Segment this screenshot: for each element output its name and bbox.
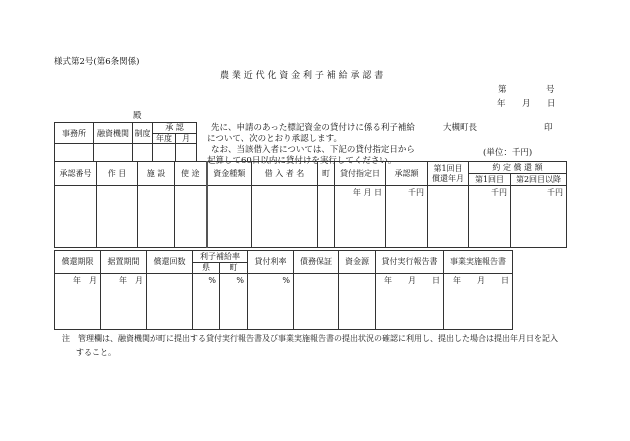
header-office: 事務所 (55, 123, 94, 144)
unit-percent: % (248, 274, 294, 330)
header-scheduled-repayment: 約 定 償 還 額 (469, 162, 567, 174)
unit-thousand-yen: 千円 (511, 186, 567, 248)
form-label: 様式第2号(第6条関係) (54, 57, 140, 67)
main-table (54, 161, 567, 248)
header-crop: 作 目 (97, 162, 138, 186)
header-first-time: 第1回目 (469, 174, 511, 186)
management-table (54, 250, 513, 330)
header-approved-amount: 承認額 (386, 162, 428, 186)
body-line: なお、当該借入者については、下記の貸付指定日から (211, 145, 415, 155)
header-first-repayment (428, 162, 469, 186)
header-purpose: 使 途 (175, 162, 207, 186)
header-system: 制度 (133, 123, 153, 144)
body-line: 先に、申請のあった標記資金の貸付けに係る利子補給 (211, 123, 415, 133)
header-fund-source: 資金源 (339, 251, 376, 274)
unit-ymd: 年 月 日 (335, 186, 386, 248)
unit-percent: % (193, 274, 220, 330)
addressee-suffix: 殿 (133, 111, 142, 121)
header-project-report: 事業実施報告書 (444, 251, 513, 274)
note-line: 注 管理欄は、融資機関が町に提出する貸付実行報告書及び事業実施報告書の提出状況の確認に利用し、提出した場合は提出年月日を記入 (62, 334, 558, 343)
header-fund-type: 資金種類 (207, 162, 252, 186)
header-bank: 融資機関 (94, 123, 133, 144)
header-loan-report: 貸付実行報告書 (376, 251, 444, 274)
header-second-onward: 第2回目以降 (511, 174, 567, 186)
unit-ym: 年 月 (55, 274, 101, 330)
date-day: 日 (547, 99, 556, 109)
unit-ymd: 年 月 日 (376, 274, 444, 330)
unit-label: (単位：千円) (483, 148, 533, 158)
approval-small-table (54, 122, 197, 162)
header-loan-rate: 貸付利率 (248, 251, 294, 274)
header-town: 町 (318, 162, 335, 186)
header-prefecture: 県 (193, 263, 220, 274)
header-month: 月 (176, 134, 197, 144)
unit-percent: % (220, 274, 248, 330)
unit-thousand-yen: 千円 (386, 186, 428, 248)
header-guarantee: 債務保証 (294, 251, 339, 274)
unit-ymd: 年 月 日 (444, 274, 513, 330)
number-dai: 第 (498, 85, 507, 95)
number-go: 号 (546, 85, 555, 95)
note-line: すること。 (76, 348, 116, 357)
header-town: 町 (220, 263, 248, 274)
unit-thousand-yen: 千円 (469, 186, 511, 248)
body-line: について、次のとおり承認します。 (207, 134, 342, 144)
document-title: 農 業 近 代 化 資 金 利 子 補 給 承 認 書 (220, 71, 384, 81)
header-approval: 承 認 (153, 123, 197, 134)
header-repayment-month: 償還年月 (432, 173, 464, 183)
unit-ym: 年 月 (101, 274, 147, 330)
header-loan-date: 貸付指定日 (335, 162, 386, 186)
header-first: 第1回目 (433, 164, 463, 174)
date-year: 年 (497, 99, 506, 109)
header-facility: 施 設 (138, 162, 175, 186)
header-fiscal-year: 年度 (153, 134, 176, 144)
header-approval-number: 承認番号 (55, 162, 97, 186)
header-repayment-deadline: 償還期限 (55, 251, 101, 274)
seal-mark: 印 (544, 123, 553, 133)
issuer: 大槻町長 (443, 123, 478, 133)
header-repayment-count: 償還回数 (147, 251, 193, 274)
body-line: 起算して60日以内に貸付けを実行してください。 (207, 156, 397, 166)
header-grace-period: 据置期間 (101, 251, 147, 274)
header-borrower-name: 借 入 者 名 (252, 162, 318, 186)
header-subsidy-rate: 利子補給率 (193, 251, 248, 263)
date-month: 月 (522, 99, 531, 109)
